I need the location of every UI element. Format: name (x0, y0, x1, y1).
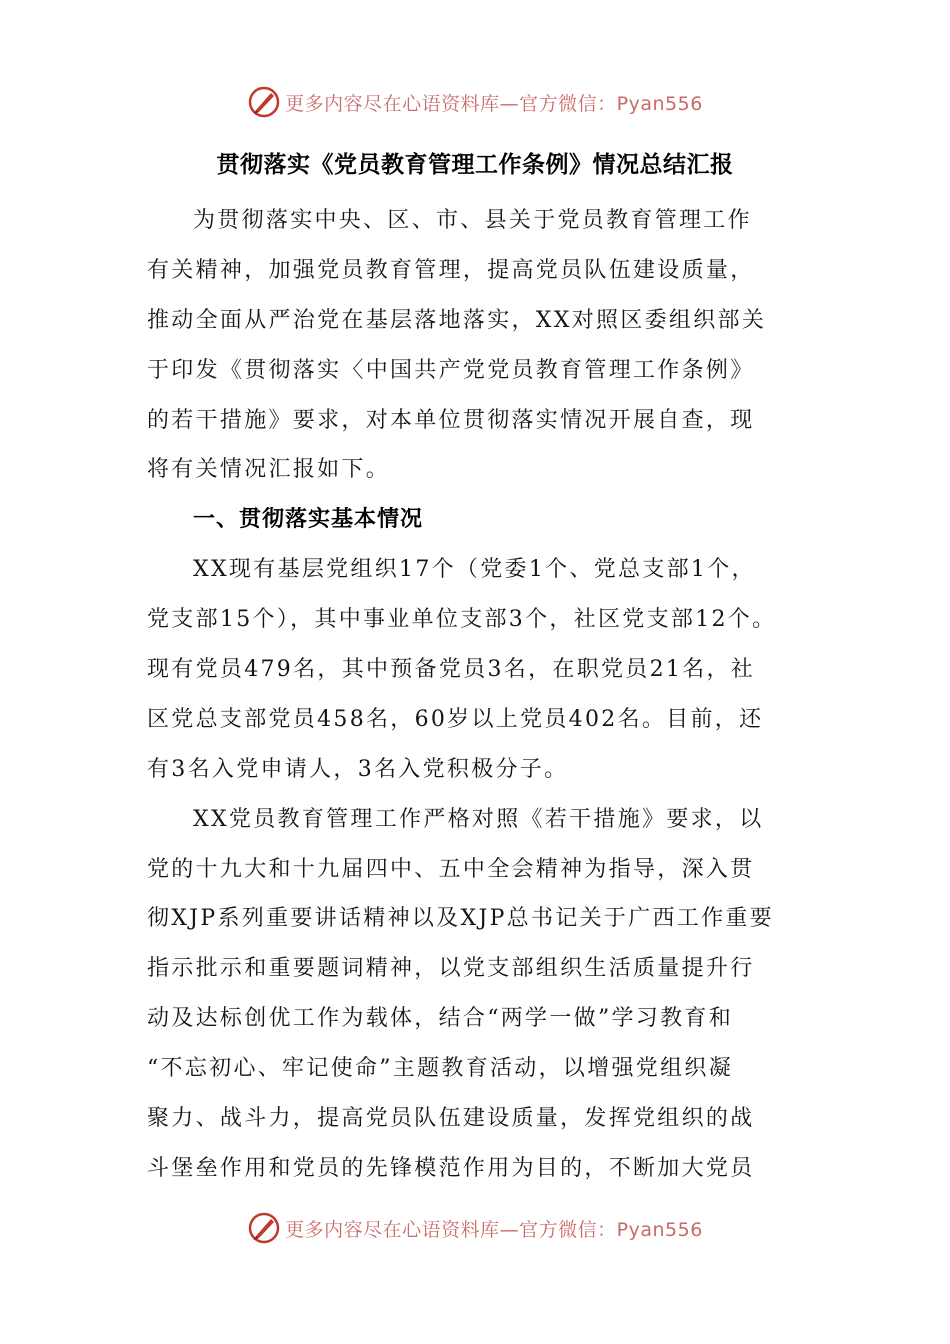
pen-logo-icon (247, 1211, 281, 1245)
pen-logo-icon (247, 85, 281, 119)
paragraph-line: 区党总支部党员458名，60岁以上党员402名。目前，还 (147, 706, 764, 732)
paragraph-line: 指示批示和重要题词精神，以党支部组织生活质量提升行 (147, 956, 755, 982)
paragraph-line: 有3名入党申请人，3名入党积极分子。 (147, 756, 569, 782)
paragraph-line: 彻XJP系列重要讲话精神以及XJP总书记关于广西工作重要 (147, 906, 774, 932)
banner-text: 更多内容尽在心语资料库—官方微信：Pyan556 (285, 92, 703, 115)
paragraph-line: XX现有基层党组织17个（党委1个、党总支部1个， (193, 557, 756, 583)
paragraph-line: 聚力、战斗力，提高党员队伍建设质量，发挥党组织的战 (147, 1106, 755, 1132)
banner-text: 更多内容尽在心语资料库—官方微信：Pyan556 (285, 1218, 703, 1241)
paragraph-line: 党支部15个），其中事业单位支部3个，社区党支部12个。 (147, 607, 777, 633)
paragraph-line: 于印发《贯彻落实〈中国共产党党员教育管理工作条例》 (147, 357, 755, 383)
document-title: 贯彻落实《党员教育管理工作条例》情况总结汇报 (216, 152, 734, 178)
paragraph-line: 将有关情况汇报如下。 (147, 457, 391, 483)
section-heading: 一、贯彻落实基本情况 (193, 507, 424, 533)
paragraph-line: 动及达标创优工作为载体，结合“两学一做”学习教育和 (147, 1006, 733, 1032)
paragraph-line: 党的十九大和十九届四中、五中全会精神为指导，深入贯 (147, 856, 755, 882)
header-banner (0, 82, 950, 122)
paragraph-line: 推动全面从严治党在基层落地落实，XX对照区委组织部关 (147, 307, 767, 333)
paragraph-line: “不忘初心、牢记使命”主题教育活动，以增强党组织凝 (147, 1056, 733, 1082)
footer-banner (0, 1208, 950, 1248)
paragraph-line: 斗堡垒作用和党员的先锋模范作用为目的，不断加大党员 (147, 1155, 755, 1181)
paragraph-line: 有关精神，加强党员教育管理，提高党员队伍建设质量， (147, 257, 755, 283)
paragraph-line: XX党员教育管理工作严格对照《若干措施》要求，以 (193, 806, 764, 832)
document-body (147, 196, 807, 1194)
paragraph-line: 为贯彻落实中央、区、市、县关于党员教育管理工作 (193, 208, 752, 233)
paragraph-line: 的若干措施》要求，对本单位贯彻落实情况开展自查，现 (147, 407, 755, 433)
paragraph-line: 现有党员479名，其中预备党员3名，在职党员21名，社 (147, 657, 756, 683)
